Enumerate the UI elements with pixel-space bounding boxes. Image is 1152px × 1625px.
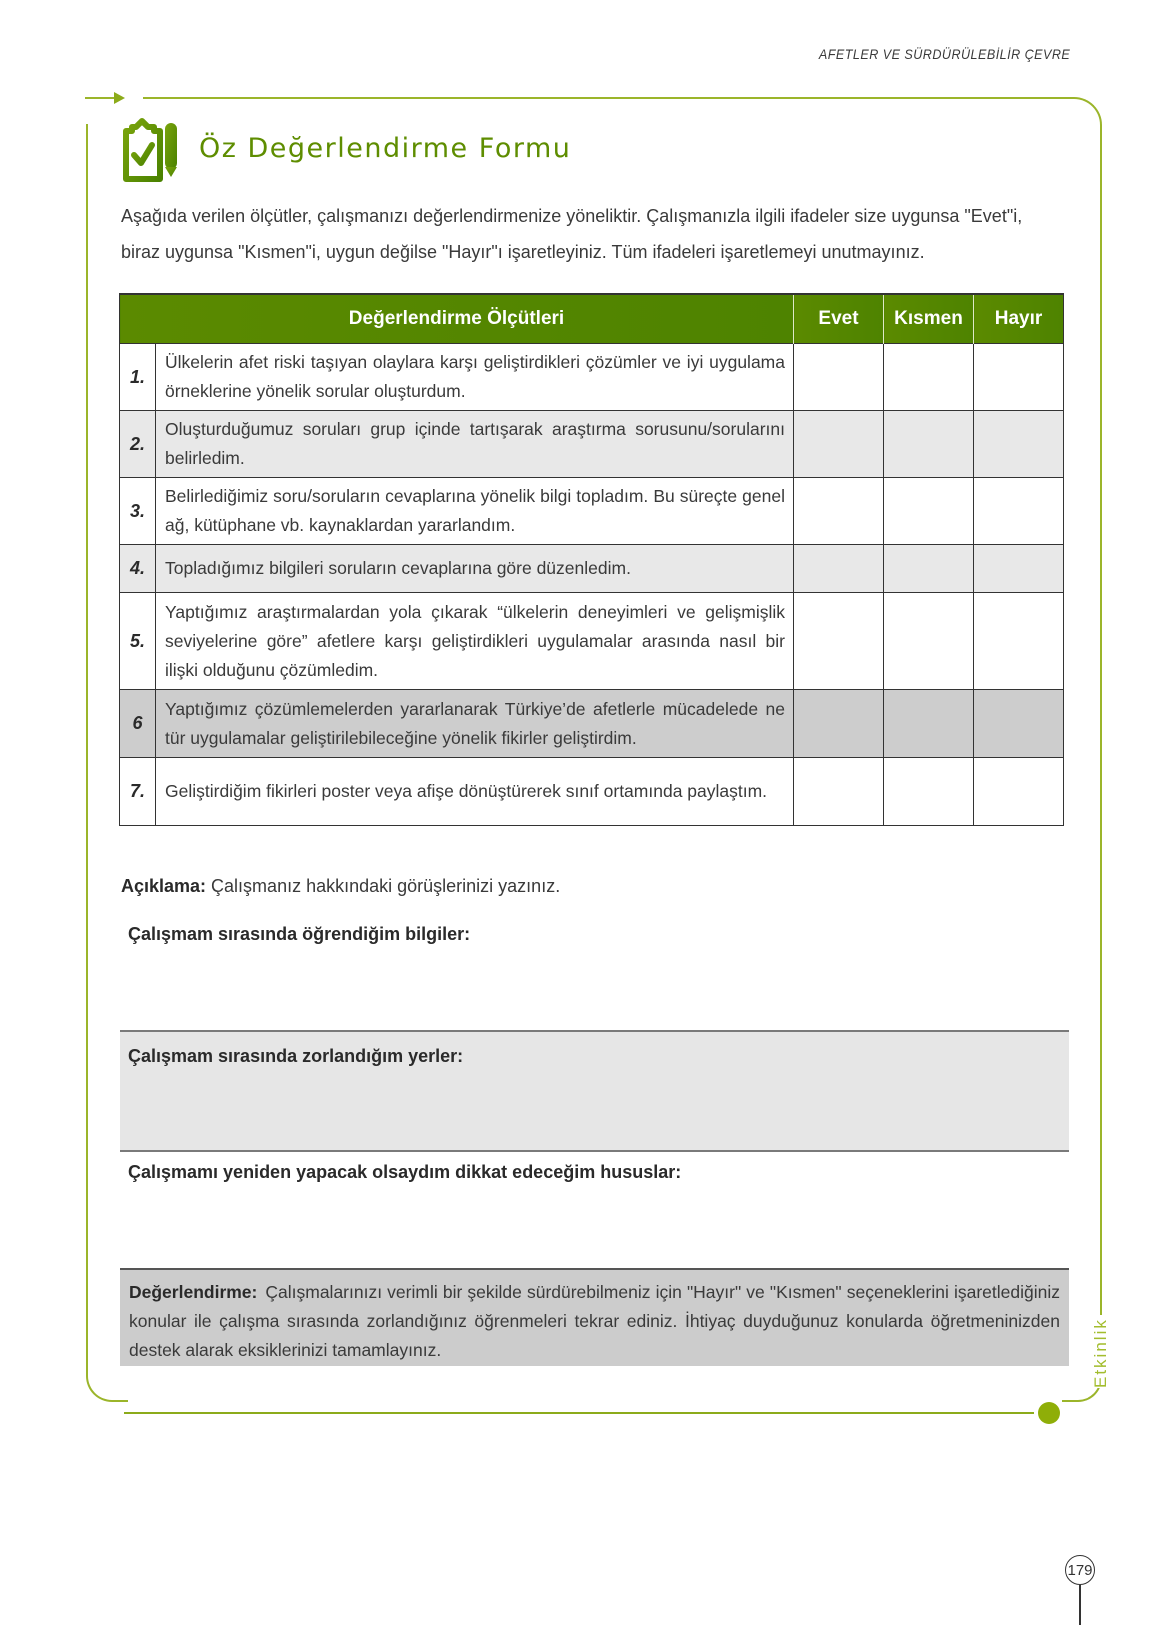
row-number: 2. [120,411,156,478]
table-row [120,344,1064,411]
frame-left-border [86,124,88,1374]
checkbox-partly[interactable] [884,411,974,478]
frame-arrow-line [85,97,115,99]
row-number: 1. [120,344,156,411]
checkbox-yes[interactable] [794,593,884,690]
criterion-text: Ülkelerin afet riski taşıyan olaylara karşı geliştirdikleri çözümler ve iyi uygulama örneklerine yönelik sorular oluşturdum. [156,344,794,411]
learned-label: Çalışmam sırasında öğrendiğim bilgiler: [128,924,471,944]
page-number-line [1079,1585,1081,1625]
checkbox-no[interactable] [974,478,1064,545]
table-row [120,690,1064,758]
explanation-text: Çalışmanız hakkındaki görüşlerinizi yazınız. [206,876,561,896]
checkbox-yes[interactable] [794,690,884,758]
checkbox-yes[interactable] [794,478,884,545]
checkbox-partly[interactable] [884,758,974,826]
difficulties-section[interactable] [120,1030,1069,1152]
criteria-table [119,293,1064,826]
row-number: 4. [120,545,156,593]
explanation [121,876,560,897]
redo-section[interactable] [120,1150,1069,1268]
row-number: 7. [120,758,156,826]
criterion-text: Oluşturduğumuz soruları grup içinde tartışarak araştırma sorusunu/sorularını belirledim. [156,411,794,478]
column-header-partly: Kısmen [884,294,974,344]
dot-icon [1038,1402,1060,1424]
criterion-text: Belirlediğimiz soru/soruların cevaplarına yönelik bilgi topladım. Bu süreçte genel ağ, kütüphane vb. kaynaklardan yararlandım. [156,478,794,545]
explanation-label: Açıklama: [121,876,207,896]
difficulties-label: Çalışmam sırasında zorlandığım yerler: [128,1046,464,1066]
checkbox-partly[interactable] [884,593,974,690]
checkbox-partly[interactable] [884,344,974,411]
evaluation-label: Değerlendirme: [129,1282,258,1302]
side-label: Etkinlik [1086,1318,1116,1388]
checkbox-no[interactable] [974,593,1064,690]
checkbox-yes[interactable] [794,411,884,478]
table-row [120,545,1064,593]
row-number: 3. [120,478,156,545]
frame-bottom-border [124,1412,1034,1414]
row-number: 5. [120,593,156,690]
checkbox-partly[interactable] [884,690,974,758]
table-row [120,478,1064,545]
intro-text: Aşağıda verilen ölçütler, çalışmanızı değerlendirmenize yöneliktir. Çalışmanızla ilgili ifadeler size uygunsa "Evet"i, biraz uygunsa "Kısmen"i, uygun değilse "Hayır"ı işaretleyiniz. Tüm ifadeleri işaretlemeyi unutmayınız. [121,206,1023,262]
clipboard-check-icon [120,117,182,183]
checkbox-no[interactable] [974,690,1064,758]
redo-label: Çalışmamı yeniden yapacak olsaydım dikkat edeceğim hususlar: [128,1162,682,1182]
evaluation-box [120,1268,1069,1366]
arrow-right-icon [114,92,125,104]
checkbox-no[interactable] [974,545,1064,593]
checkbox-partly[interactable] [884,478,974,545]
page-number: 179 [1065,1555,1095,1585]
column-header-no: Hayır [974,294,1064,344]
criterion-text: Yaptığımız çözümlemelerden yararlanarak Türkiye’de afetlerle mücadelede ne tür uygulamalar geliştirilebileceğine yönelik fikirler geliştirdim. [156,690,794,758]
frame-right-border [1100,150,1102,1315]
checkbox-yes[interactable] [794,344,884,411]
frame-top-border [143,97,1063,99]
column-header-criteria: Değerlendirme Ölçütleri [120,294,794,344]
checkbox-partly[interactable] [884,545,974,593]
criterion-text: Geliştirdiğim fikirleri poster veya afişe dönüştürerek sınıf ortamında paylaştım. [156,758,794,826]
table-row [120,593,1064,690]
column-header-yes: Evet [794,294,884,344]
running-title: AFETLER VE SÜRDÜRÜLEBİLİR ÇEVRE [818,46,1070,62]
learned-section[interactable] [120,914,1069,1030]
table-row [120,411,1064,478]
checkbox-no[interactable] [974,344,1064,411]
checkbox-yes[interactable] [794,758,884,826]
criterion-text: Topladığımız bilgileri soruların cevaplarına göre düzenledim. [156,545,794,593]
checkbox-no[interactable] [974,758,1064,826]
page-title: Öz Değerlendirme Formu [199,133,572,164]
evaluation-text: Çalışmalarınızı verimli bir şekilde sürdürebilmeniz için "Hayır" ve "Kısmen" seçeneklerini işaretlediğiniz konular ile çalışma sırasında zorlandığınız öğrenmeleri tekrar ediniz. İhtiyaç duyduğunuz konularda öğretmeninizden destek alarak eksiklerinizi tamamlayınız. [129,1282,1060,1360]
table-row [120,758,1064,826]
checkbox-yes[interactable] [794,545,884,593]
table-header-row [120,294,1064,344]
frame-corner [1040,97,1102,159]
checkbox-no[interactable] [974,411,1064,478]
row-number: 6 [120,690,156,758]
criterion-text: Yaptığımız araştırmalardan yola çıkarak “ülkelerin deneyimleri ve gelişmişlik seviyelerine göre” afetlere karşı geliştirdikleri uygulamalar arasında nasıl bir ilişki olduğunu çözümledim. [156,593,794,690]
